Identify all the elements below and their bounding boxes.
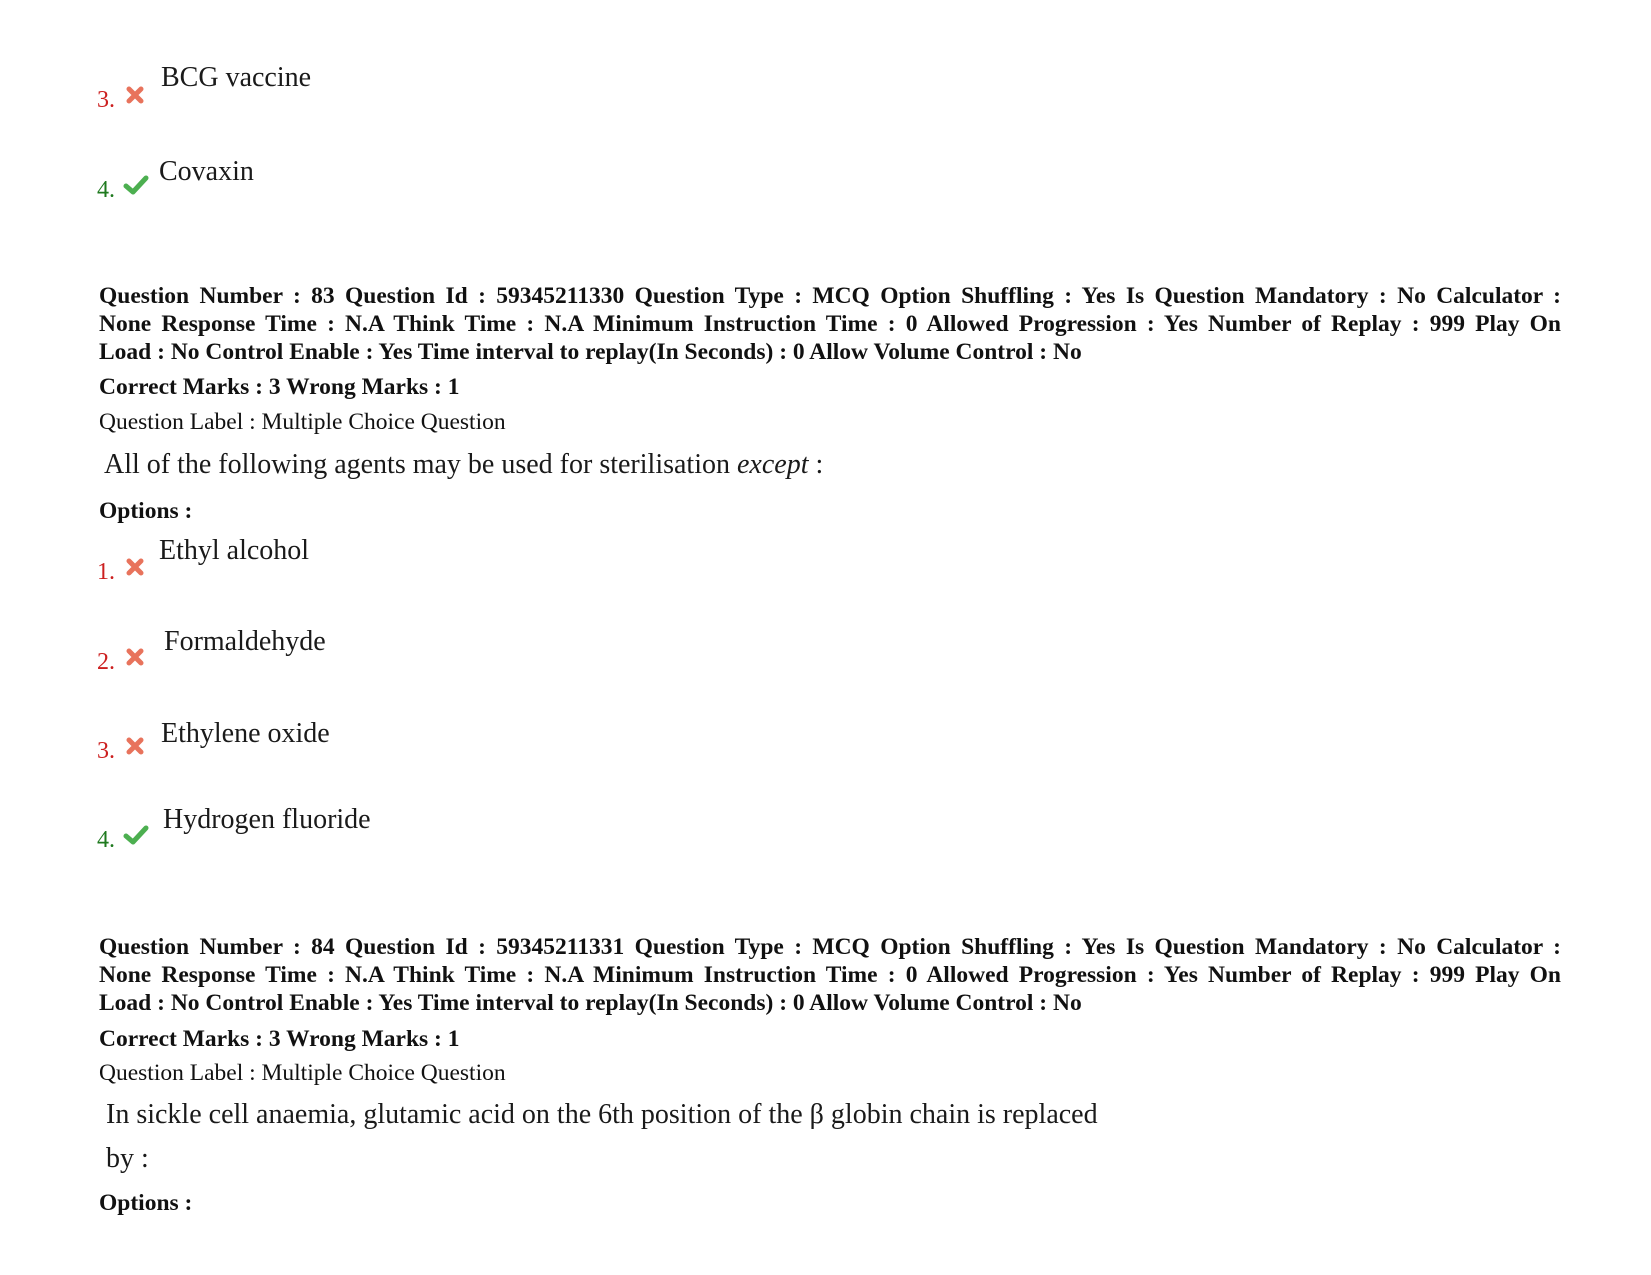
metadata-line: Load : No Control Enable : Yes Time interval to replay(In Seconds) : 0 Allow Volume Control : No [99,339,1082,365]
option-text: Ethyl alcohol [159,535,310,566]
option-text: Ethylene oxide [161,718,330,749]
question-text-main: All of the following agents may be used for sterilisation [104,449,730,480]
option-number: 3. [97,738,115,764]
question-83-marks: Correct Marks : 3 Wrong Marks : 1 [99,374,460,400]
check-icon [123,174,149,196]
option-text: BCG vaccine [161,62,312,93]
question-84-text-line1: In sickle cell anaemia, glutamic acid on the 6th position of the β globin chain is replaced [106,1099,1098,1130]
cross-icon [124,646,146,668]
question-84-marks: Correct Marks : 3 Wrong Marks : 1 [99,1026,460,1052]
option-text: Covaxin [159,156,254,187]
question-text-suffix: : [808,449,824,480]
option-number: 1. [97,559,115,585]
option-text: Formaldehyde [164,626,326,657]
option-number: 3. [97,87,115,113]
question-83-metadata [99,282,1561,366]
options-label: Options : [99,498,193,524]
option-number: 2. [97,649,115,675]
cross-icon [124,735,146,757]
question-83-label: Question Label : Multiple Choice Question [99,409,506,435]
option-number: 4. [97,177,115,203]
check-icon [123,824,149,846]
question-84-metadata [99,933,1561,1017]
question-83-text [104,449,823,481]
cross-icon [124,84,146,106]
question-text-emphasis: except [736,449,809,480]
option-number: 4. [97,827,115,853]
options-label: Options : [99,1190,193,1216]
question-84-label: Question Label : Multiple Choice Question [99,1060,506,1086]
option-text: Hydrogen fluoride [163,804,371,835]
metadata-line: None Response Time : N.A Think Time : N.A Minimum Instruction Time : 0 Allowed Progression : Yes Number of Replay : 999 Play On [99,311,1561,337]
cross-icon [124,556,146,578]
question-84-text-line2: by : [106,1143,149,1174]
metadata-line: Question Number : 84 Question Id : 59345211331 Question Type : MCQ Option Shuffling : Yes Is Question Mandatory : No Calculator : [99,934,1561,960]
metadata-line: Load : No Control Enable : Yes Time interval to replay(In Seconds) : 0 Allow Volume Control : No [99,990,1082,1016]
metadata-line: Question Number : 83 Question Id : 59345211330 Question Type : MCQ Option Shuffling : Yes Is Question Mandatory : No Calculator : [99,283,1561,309]
metadata-line: None Response Time : N.A Think Time : N.A Minimum Instruction Time : 0 Allowed Progression : Yes Number of Replay : 999 Play On [99,962,1561,988]
